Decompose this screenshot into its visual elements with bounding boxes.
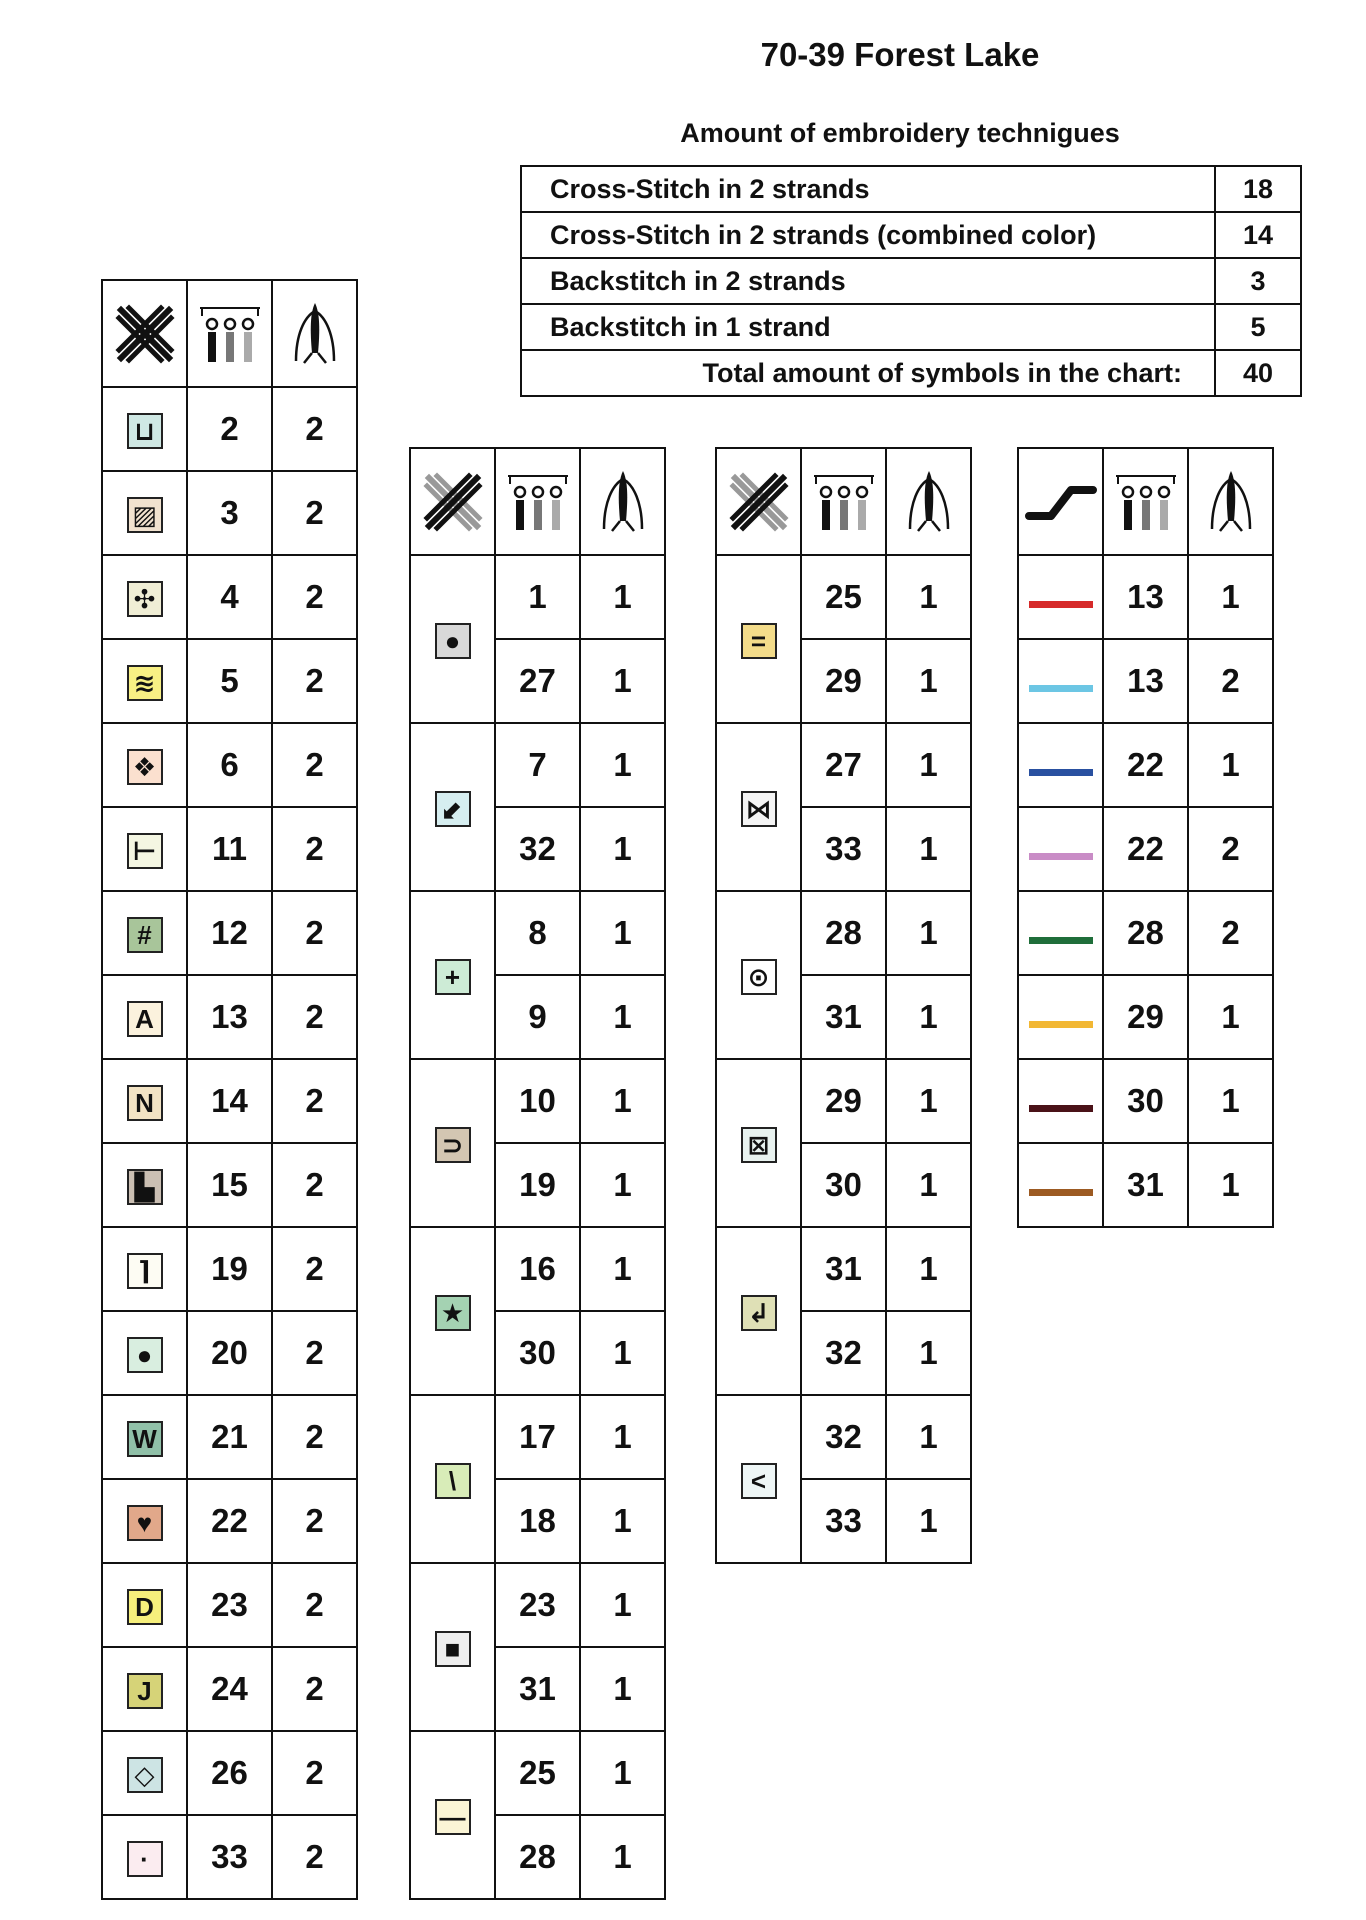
thread-number: 31	[1103, 1143, 1188, 1227]
symbol-cell	[410, 1731, 495, 1899]
thread-number: 32	[495, 807, 580, 891]
thread-number: 30	[1103, 1059, 1188, 1143]
thread-count-icon	[506, 470, 570, 534]
thread-number: 31	[801, 975, 886, 1059]
strand-count: 1	[1188, 555, 1273, 639]
thread-number: 29	[801, 639, 886, 723]
thread-number: 32	[801, 1311, 886, 1395]
legend-row	[102, 1143, 357, 1227]
strands-header	[886, 448, 971, 555]
legend-row	[716, 1227, 971, 1311]
thread-number: 12	[187, 891, 272, 975]
legend-row	[410, 891, 665, 975]
strand-count: 1	[580, 1815, 665, 1899]
thread-number: 21	[187, 1395, 272, 1479]
symbol-swatch: ↲	[741, 1295, 777, 1331]
thread-number: 14	[187, 1059, 272, 1143]
thread-number: 1	[495, 555, 580, 639]
backstitch-legend-table	[1017, 447, 1274, 1228]
symbol-swatch: ★	[435, 1295, 471, 1331]
strand-count: 1	[886, 1227, 971, 1311]
strand-count: 2	[272, 1647, 357, 1731]
thread-number: 25	[801, 555, 886, 639]
thread-number: 33	[801, 807, 886, 891]
backstitch-icon	[1025, 482, 1097, 522]
line-color-cell	[1018, 807, 1103, 891]
symbol-cell	[102, 1815, 187, 1899]
symbol-cell	[102, 891, 187, 975]
symbol-cell	[102, 975, 187, 1059]
symbol-swatch: \	[435, 1463, 471, 1499]
symbol-swatch: <	[741, 1463, 777, 1499]
symbol-cell	[102, 807, 187, 891]
symbol-swatch: ⊠	[741, 1127, 777, 1163]
backstitch-line	[1029, 685, 1093, 692]
legend-row	[1018, 891, 1273, 975]
legend-row	[102, 1647, 357, 1731]
strand-count: 2	[272, 975, 357, 1059]
symbol-cell	[410, 1395, 495, 1563]
symbol-cell	[102, 1731, 187, 1815]
legend-row	[102, 723, 357, 807]
thread-number: 10	[495, 1059, 580, 1143]
strand-count: 1	[580, 555, 665, 639]
symbol-cell	[102, 639, 187, 723]
thread-number: 24	[187, 1647, 272, 1731]
legend-row	[410, 1731, 665, 1815]
backstitch-line	[1029, 1021, 1093, 1028]
legend-row	[410, 723, 665, 807]
summary-row	[521, 304, 1301, 350]
cross-stitch-icon	[729, 472, 789, 532]
backstitch-line	[1029, 1105, 1093, 1112]
line-color-cell	[1018, 1143, 1103, 1227]
symbol-cell	[716, 891, 801, 1059]
thread-number: 23	[495, 1563, 580, 1647]
symbol-cell	[102, 1059, 187, 1143]
line-color-cell	[1018, 1059, 1103, 1143]
strand-count: 1	[1188, 1143, 1273, 1227]
summary-row	[521, 212, 1301, 258]
legend-row	[1018, 807, 1273, 891]
thread-count-icon	[812, 470, 876, 534]
thread-number: 13	[187, 975, 272, 1059]
strand-count: 2	[1188, 807, 1273, 891]
legend-row	[1018, 639, 1273, 723]
symbol-swatch: ·	[127, 1841, 163, 1877]
backstitch-line	[1029, 853, 1093, 860]
strand-count: 1	[886, 1143, 971, 1227]
legend-row	[1018, 1143, 1273, 1227]
strand-count: 2	[272, 1311, 357, 1395]
strand-count: 2	[272, 639, 357, 723]
symbol-cell	[716, 723, 801, 891]
strands-header	[580, 448, 665, 555]
thread-number: 32	[801, 1395, 886, 1479]
symbol-swatch: N	[127, 1085, 163, 1121]
legend-row	[102, 555, 357, 639]
thread-number: 22	[1103, 723, 1188, 807]
thread-number: 18	[495, 1479, 580, 1563]
summary-label: Cross-Stitch in 2 strands (combined color)	[521, 212, 1215, 258]
strand-count: 1	[580, 1731, 665, 1815]
thread-number: 6	[187, 723, 272, 807]
legend-row	[716, 891, 971, 975]
strand-count: 2	[1188, 639, 1273, 723]
symbol-cell	[716, 555, 801, 723]
symbol-swatch: ❖	[127, 749, 163, 785]
thread-number: 31	[495, 1647, 580, 1731]
thread-header	[801, 448, 886, 555]
strand-count: 2	[272, 807, 357, 891]
summary-row	[521, 350, 1301, 396]
symbol-cell	[102, 387, 187, 471]
thread-number: 19	[495, 1143, 580, 1227]
symbol-swatch: ⌉	[127, 1253, 163, 1289]
summary-label: Cross-Stitch in 2 strands	[521, 166, 1215, 212]
symbol-header	[102, 280, 187, 387]
strand-count: 2	[1188, 891, 1273, 975]
cross-stitch-icon	[115, 304, 175, 364]
thread-number: 28	[801, 891, 886, 975]
symbol-header	[1018, 448, 1103, 555]
strand-count: 1	[1188, 723, 1273, 807]
strand-count: 1	[580, 1059, 665, 1143]
needle-icon	[1206, 469, 1256, 535]
legend-row	[102, 975, 357, 1059]
legend-row	[716, 555, 971, 639]
legend-row	[410, 555, 665, 639]
thread-number: 3	[187, 471, 272, 555]
symbol-swatch: ⊢	[127, 833, 163, 869]
legend-row	[1018, 555, 1273, 639]
thread-number: 19	[187, 1227, 272, 1311]
thread-number: 27	[495, 639, 580, 723]
thread-number: 33	[801, 1479, 886, 1563]
strand-count: 2	[272, 471, 357, 555]
strand-count: 1	[886, 807, 971, 891]
thread-number: 29	[1103, 975, 1188, 1059]
strand-count: 1	[1188, 1059, 1273, 1143]
symbol-swatch: ▙	[127, 1169, 163, 1205]
symbol-swatch: —	[435, 1799, 471, 1835]
thread-number: 28	[1103, 891, 1188, 975]
strand-count: 1	[580, 1479, 665, 1563]
symbol-cell	[102, 1227, 187, 1311]
symbol-cell	[102, 471, 187, 555]
line-color-cell	[1018, 639, 1103, 723]
symbol-swatch: J	[127, 1673, 163, 1709]
summary-heading: Amount of embroidery technigues	[680, 118, 1120, 148]
summary-value: 5	[1215, 304, 1301, 350]
strand-count: 1	[580, 891, 665, 975]
thread-number: 17	[495, 1395, 580, 1479]
strand-count: 1	[886, 639, 971, 723]
backstitch-line	[1029, 1189, 1093, 1196]
symbol-swatch: ●	[435, 623, 471, 659]
summary-row	[521, 166, 1301, 212]
symbol-swatch: ⬋	[435, 791, 471, 827]
legend-row	[102, 471, 357, 555]
strand-count: 1	[580, 1563, 665, 1647]
symbol-cell	[410, 891, 495, 1059]
strands-header	[1188, 448, 1273, 555]
legend-row	[1018, 975, 1273, 1059]
summary-value: 3	[1215, 258, 1301, 304]
summary-label: Backstitch in 2 strands	[521, 258, 1215, 304]
strand-count: 2	[272, 723, 357, 807]
strand-count: 1	[580, 1311, 665, 1395]
needle-icon	[598, 469, 648, 535]
symbol-cell	[716, 1395, 801, 1563]
legend-row	[410, 1227, 665, 1311]
strands-header	[272, 280, 357, 387]
symbol-swatch: ⊙	[741, 959, 777, 995]
legend-row	[102, 639, 357, 723]
strand-count: 1	[886, 1395, 971, 1479]
symbol-swatch: ⊔	[127, 413, 163, 449]
legend-row	[102, 1227, 357, 1311]
strand-count: 2	[272, 555, 357, 639]
summary-value: 18	[1215, 166, 1301, 212]
legend-row	[410, 1059, 665, 1143]
symbol-swatch: +	[435, 959, 471, 995]
thread-number: 29	[801, 1059, 886, 1143]
thread-header	[1103, 448, 1188, 555]
symbol-cell	[716, 1227, 801, 1395]
thread-number: 27	[801, 723, 886, 807]
summary-table	[520, 165, 1302, 397]
strand-count: 2	[272, 387, 357, 471]
thread-number: 22	[1103, 807, 1188, 891]
strand-count: 1	[886, 1311, 971, 1395]
symbol-header	[716, 448, 801, 555]
needle-icon	[904, 469, 954, 535]
line-color-cell	[1018, 723, 1103, 807]
symbol-cell	[102, 1479, 187, 1563]
legend-row	[102, 1059, 357, 1143]
strand-count: 2	[272, 1563, 357, 1647]
summary-value: 14	[1215, 212, 1301, 258]
backstitch-line	[1029, 769, 1093, 776]
strand-count: 2	[272, 1815, 357, 1899]
symbol-swatch: ◇	[127, 1757, 163, 1793]
symbol-cell	[410, 723, 495, 891]
thread-count-icon	[1114, 470, 1178, 534]
symbol-swatch: ⋈	[741, 791, 777, 827]
strand-count: 1	[580, 1227, 665, 1311]
symbol-cell	[410, 555, 495, 723]
thread-header	[187, 280, 272, 387]
strand-count: 1	[886, 1059, 971, 1143]
thread-number: 25	[495, 1731, 580, 1815]
strand-count: 1	[580, 1395, 665, 1479]
combined-color-legend-table-1	[409, 447, 666, 1900]
thread-count-icon	[198, 302, 262, 366]
thread-number: 23	[187, 1563, 272, 1647]
legend-row	[102, 1815, 357, 1899]
thread-number: 31	[801, 1227, 886, 1311]
legend-row	[716, 1059, 971, 1143]
thread-header	[495, 448, 580, 555]
thread-number: 13	[1103, 639, 1188, 723]
symbol-cell	[102, 1143, 187, 1227]
thread-number: 30	[495, 1311, 580, 1395]
strand-count: 1	[886, 1479, 971, 1563]
legend-row	[102, 1479, 357, 1563]
strand-count: 1	[580, 1647, 665, 1731]
legend-row	[102, 1395, 357, 1479]
legend-row	[102, 1311, 357, 1395]
strand-count: 2	[272, 1143, 357, 1227]
symbol-swatch: A	[127, 1001, 163, 1037]
thread-number: 28	[495, 1815, 580, 1899]
legend-row	[102, 891, 357, 975]
symbol-swatch: ♥	[127, 1505, 163, 1541]
cross-stitch-legend-table	[101, 279, 358, 1900]
thread-number: 20	[187, 1311, 272, 1395]
symbol-swatch: ▨	[127, 497, 163, 533]
symbol-cell	[410, 1227, 495, 1395]
symbol-swatch: ✣	[127, 581, 163, 617]
symbol-cell	[410, 1059, 495, 1227]
strand-count: 1	[580, 975, 665, 1059]
thread-number: 11	[187, 807, 272, 891]
symbol-cell	[102, 1647, 187, 1731]
symbol-swatch: ■	[435, 1631, 471, 1667]
thread-number: 5	[187, 639, 272, 723]
legend-row	[102, 1731, 357, 1815]
backstitch-line	[1029, 937, 1093, 944]
strand-count: 2	[272, 891, 357, 975]
thread-number: 8	[495, 891, 580, 975]
symbol-cell	[102, 1395, 187, 1479]
thread-number: 33	[187, 1815, 272, 1899]
cross-stitch-icon	[423, 472, 483, 532]
page-title: 70-39 Forest Lake	[760, 36, 1040, 73]
symbol-swatch: ⊃	[435, 1127, 471, 1163]
thread-number: 7	[495, 723, 580, 807]
thread-number: 15	[187, 1143, 272, 1227]
legend-row	[716, 723, 971, 807]
summary-label: Total amount of symbols in the chart:	[521, 350, 1215, 396]
symbol-cell	[410, 1563, 495, 1731]
strand-count: 1	[1188, 975, 1273, 1059]
strand-count: 1	[580, 723, 665, 807]
strand-count: 2	[272, 1731, 357, 1815]
strand-count: 1	[886, 723, 971, 807]
symbol-swatch: #	[127, 917, 163, 953]
strand-count: 1	[580, 1143, 665, 1227]
thread-number: 16	[495, 1227, 580, 1311]
legend-row	[102, 807, 357, 891]
symbol-cell	[102, 1311, 187, 1395]
symbol-cell	[102, 555, 187, 639]
symbol-swatch: =	[741, 623, 777, 659]
symbol-cell	[102, 723, 187, 807]
strand-count: 1	[886, 891, 971, 975]
line-color-cell	[1018, 975, 1103, 1059]
legend-row	[410, 1395, 665, 1479]
legend-row	[410, 1563, 665, 1647]
thread-number: 4	[187, 555, 272, 639]
symbol-cell	[716, 1059, 801, 1227]
symbol-swatch: ●	[127, 1337, 163, 1373]
thread-number: 30	[801, 1143, 886, 1227]
legend-row	[1018, 723, 1273, 807]
strand-count: 2	[272, 1479, 357, 1563]
needle-icon	[290, 301, 340, 367]
line-color-cell	[1018, 891, 1103, 975]
thread-number: 9	[495, 975, 580, 1059]
strand-count: 1	[580, 807, 665, 891]
backstitch-line	[1029, 601, 1093, 608]
symbol-swatch: ≋	[127, 665, 163, 701]
thread-number: 13	[1103, 555, 1188, 639]
summary-row	[521, 258, 1301, 304]
strand-count: 2	[272, 1395, 357, 1479]
thread-number: 2	[187, 387, 272, 471]
line-color-cell	[1018, 555, 1103, 639]
summary-value: 40	[1215, 350, 1301, 396]
legend-row	[716, 1395, 971, 1479]
strand-count: 2	[272, 1227, 357, 1311]
legend-row	[102, 387, 357, 471]
strand-count: 1	[886, 975, 971, 1059]
combined-color-legend-table-2	[715, 447, 972, 1564]
legend-row	[1018, 1059, 1273, 1143]
legend-row	[102, 1563, 357, 1647]
symbol-header	[410, 448, 495, 555]
thread-number: 26	[187, 1731, 272, 1815]
thread-number: 22	[187, 1479, 272, 1563]
strand-count: 1	[580, 639, 665, 723]
strand-count: 2	[272, 1059, 357, 1143]
strand-count: 1	[886, 555, 971, 639]
symbol-swatch: D	[127, 1589, 163, 1625]
symbol-swatch: W	[127, 1421, 163, 1457]
summary-label: Backstitch in 1 strand	[521, 304, 1215, 350]
symbol-cell	[102, 1563, 187, 1647]
